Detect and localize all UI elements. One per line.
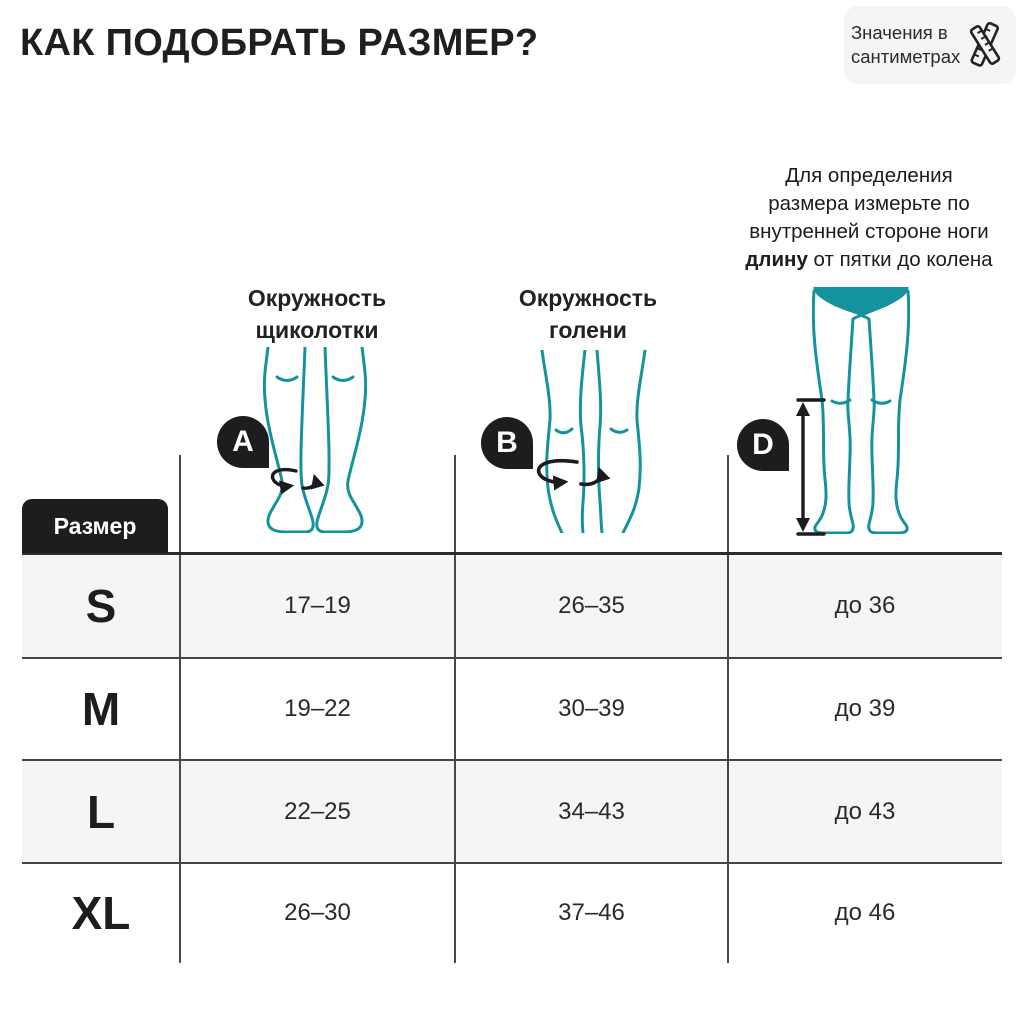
calf-cell: 34–43 (558, 797, 625, 825)
calf-legs-illustration (535, 350, 647, 533)
ankle-cell: 17–19 (284, 591, 351, 619)
measure-instruction (716, 162, 1022, 274)
ankle-cell: 19–22 (284, 695, 351, 722)
marker-d-badge: D (737, 419, 789, 471)
instruction-line: внутренней стороне ноги (749, 219, 989, 243)
ankle-cell: 26–30 (284, 899, 351, 926)
calf-cell: 26–35 (558, 591, 625, 619)
page-title: КАК ПОДОБРАТЬ РАЗМЕР? (20, 22, 539, 64)
instruction-line: Для определения (785, 164, 953, 187)
marker-a-badge: A (217, 416, 269, 468)
table-row (22, 553, 1002, 658)
column-separator (179, 455, 181, 963)
length-cell: до 36 (834, 591, 896, 619)
instruction-line: размера измерьте по (768, 191, 970, 215)
length-cell: до 46 (834, 899, 896, 926)
marker-b-badge: B (481, 417, 533, 469)
row-separator (22, 862, 1002, 864)
instruction-line: длину от пятки до колена (745, 247, 993, 271)
row-separator (22, 657, 1002, 659)
calf-cell: 30–39 (558, 695, 625, 722)
column-separator (727, 455, 729, 963)
calf-cell: 37–46 (558, 899, 625, 926)
size-cell: XL (71, 887, 131, 939)
ankle-legs-illustration (263, 347, 367, 533)
column-separator (454, 455, 456, 963)
size-cell: M (81, 683, 121, 735)
length-cell: до 39 (834, 695, 896, 722)
size-cell: S (85, 579, 117, 632)
size-cell: L (86, 785, 116, 838)
measure-arrow-icon (786, 394, 828, 540)
table-row (22, 658, 1002, 760)
units-card (844, 6, 1016, 84)
table-top-border (22, 552, 1002, 555)
units-label: Значения в сантиметрах (851, 22, 961, 67)
column-header-calf: Окружность голени (518, 285, 658, 344)
ankle-cell: 22–25 (284, 797, 351, 825)
row-separator (22, 759, 1002, 761)
length-cell: до 43 (834, 797, 896, 825)
table-row (22, 760, 1002, 863)
column-header-ankle: Окружность щиколотки (247, 285, 387, 344)
table-row (22, 863, 1002, 963)
size-header-tab: Размер (22, 499, 168, 553)
ruler-icon (961, 20, 1009, 70)
